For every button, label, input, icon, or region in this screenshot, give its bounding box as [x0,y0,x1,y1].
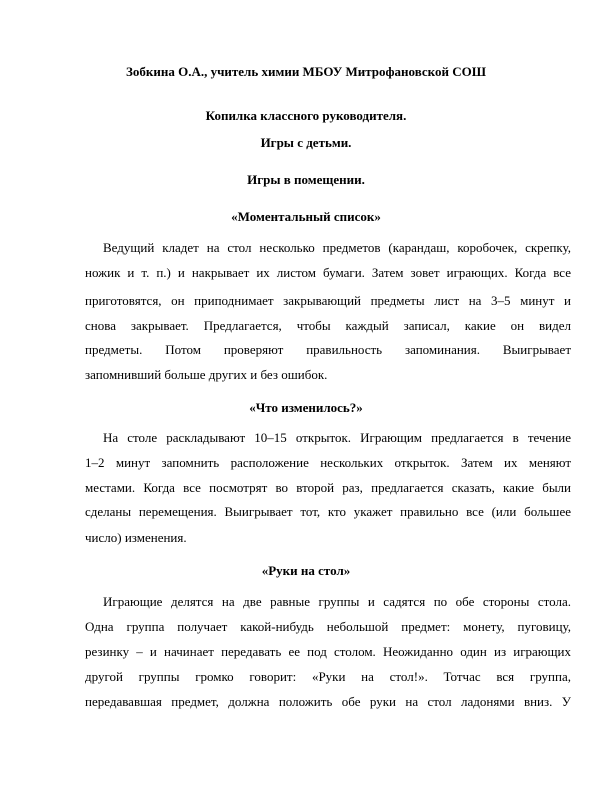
paragraph-line: другой группы громко говорит: «Руки на стол!». Тотчас вся группа, [85,669,571,684]
subject-title: Игры с детьми. [260,135,352,150]
paragraph-line: местами. Когда все посмотрят во второй раз, предлагается сказать, какие были [85,480,571,495]
paragraph-line: На столе раскладывают 10–15 открыток. Играющим предлагается в течение [103,430,571,445]
game-title-2: «Что изменилось?» [249,400,363,415]
paragraph-line: снова закрывает. Предлагается, чтобы каждый записал, какие он видел [85,318,571,333]
paragraph-line: 1–2 минут запомнить расположение нескольких открыток. Затем их меняют [85,455,571,470]
game-title-3: «Руки на стол» [261,563,351,578]
game-title-1: «Моментальный список» [231,209,381,224]
paragraph-line: передававшая предмет, должна положить обе руки на стол ладонями вниз. У [85,694,571,709]
author-line: Зобкина О.А., учитель химии МБОУ Митрофановской СОШ [126,64,486,79]
paragraph-line: число) изменения. [85,530,187,545]
paragraph-line: сделаны перемещения. Выигрывает тот, кто укажет правильно все (или большее [85,504,571,519]
paragraph-line: приготовятся, он приподнимает закрывающий предметы лист на 3–5 минут и [85,293,571,308]
paragraph-line: Ведущий кладет на стол несколько предметов (карандаш, коробочек, скрепку, [103,240,571,255]
section-title: Игры в помещении. [247,172,365,187]
paragraph-line: ножик и т. п.) и накрывает их листом бумаги. Затем зовет играющих. Когда все [85,265,571,280]
paragraph-line: резинку – и начинает передавать ее под столом. Неожиданно один из играющих [85,644,571,659]
paragraph-line: предметы. Потом проверяют правильность запоминания. Выигрывает [85,342,571,357]
paragraph-line: Играющие делятся на две равные группы и садятся по обе стороны стола. [103,594,571,609]
paragraph-line: запомнивший больше других и без ошибок. [85,367,328,382]
collection-title: Копилка классного руководителя. [205,108,407,123]
paragraph-line: Одна группа получает какой-нибудь небольшой предмет: монету, пуговицу, [85,619,571,634]
